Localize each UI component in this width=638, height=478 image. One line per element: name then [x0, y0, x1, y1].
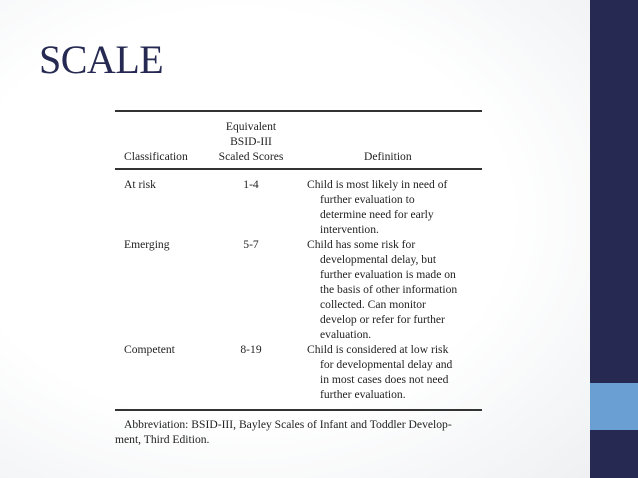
row-definition-line: for developmental delay and	[320, 358, 453, 371]
header-scores-2: BSID-III	[230, 135, 272, 148]
row-definition-line: determine need for early	[320, 208, 434, 221]
row-definition-line: further evaluation is made on	[320, 268, 456, 281]
row-definition-line: collected. Can monitor	[320, 298, 426, 311]
row-definition-line: further evaluation to	[320, 193, 415, 206]
row-scores: 8-19	[240, 343, 262, 356]
row-scores: 5-7	[243, 238, 259, 251]
header-scores-1: Equivalent	[225, 120, 277, 133]
table-top-rule	[115, 110, 482, 112]
row-definition-line: the basis of other information	[320, 283, 458, 296]
row-definition-line: developmental delay, but	[320, 253, 437, 266]
row-definition-line: intervention.	[320, 223, 379, 236]
header-definition: Definition	[364, 150, 412, 163]
slide-title: SCALE	[39, 37, 164, 82]
row-classification: At risk	[124, 178, 156, 191]
row-definition-line: in most cases does not need	[320, 373, 449, 386]
header-classification: Classification	[124, 150, 188, 163]
header-scores-3: Scaled Scores	[218, 150, 284, 163]
footnote-line-2: ment, Third Edition.	[115, 433, 210, 446]
row-classification: Emerging	[124, 238, 170, 251]
row-definition-line: Child has some risk for	[307, 238, 416, 251]
table-bottom-rule	[115, 409, 482, 411]
accent-block	[590, 383, 638, 430]
row-definition-line: Child is most likely in need of	[307, 178, 448, 191]
row-definition-line: develop or refer for further	[320, 313, 445, 326]
table-header-rule	[115, 168, 482, 170]
footnote-line-1: Abbreviation: BSID-III, Bayley Scales of Infant and Toddler Develop-	[124, 418, 452, 431]
row-classification: Competent	[124, 343, 175, 356]
row-definition-line: evaluation.	[320, 328, 372, 341]
row-definition-line: further evaluation.	[320, 388, 406, 401]
row-scores: 1-4	[243, 178, 259, 191]
row-definition-line: Child is considered at low risk	[307, 343, 449, 356]
